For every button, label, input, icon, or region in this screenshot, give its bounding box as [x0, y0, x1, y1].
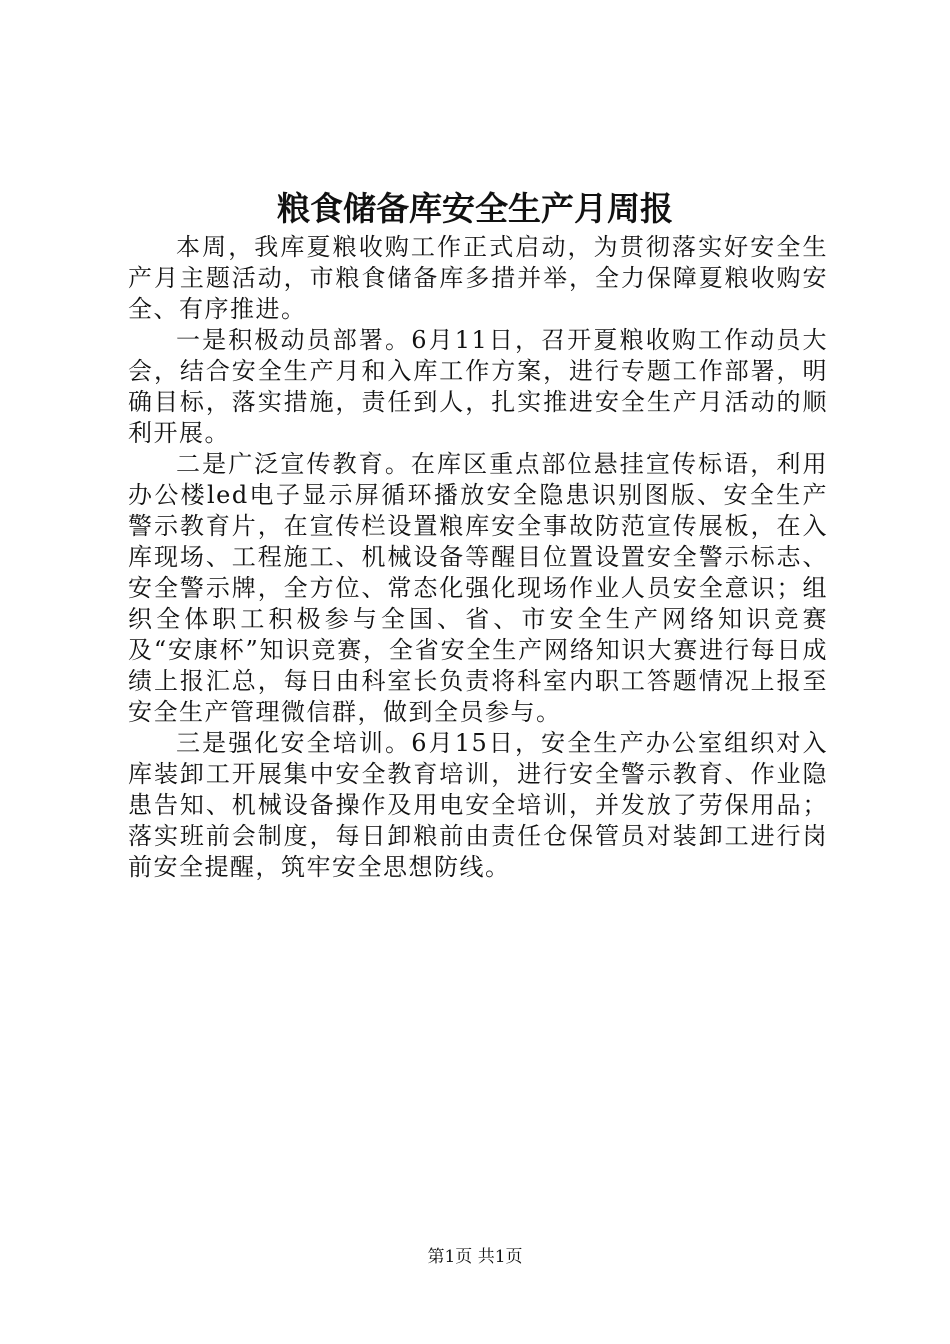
paragraph-intro: 本周，我库夏粮收购工作正式启动，为贯彻落实好安全生产月主题活动，市粮食储备库多措并举，全力保障夏粮收购安全、有序推进。 [128, 233, 828, 323]
paragraph-mobilization: 一是积极动员部署。6月11日，召开夏粮收购工作动员大会，结合安全生产月和入库工作方案，进行专题工作部署，明确目标，落实措施，责任到人，扎实推进安全生产月活动的顺利开展。 [128, 326, 828, 447]
paragraph-training: 三是强化安全培训。6月15日，安全生产办公室组织对入库装卸工开展集中安全教育培训，进行安全警示教育、作业隐患告知、机械设备操作及用电安全培训，并发放了劳保用品；落实班前会制度，每日卸粮前由责任仓保管员对装卸工进行岗前安全提醒，筑牢安全思想防线。 [128, 729, 828, 881]
page-footer: 第1页 共1页 [427, 1247, 523, 1267]
paragraph-publicity: 二是广泛宣传教育。在库区重点部位悬挂宣传标语，利用办公楼led电子显示屏循环播放安全隐患识别图版、安全生产警示教育片，在宣传栏设置粮库安全事故防范宣传展板，在入库现场、工程施工、机械设备等醒目位置设置安全警示标志、安全警示牌，全方位、常态化强化现场作业人员安全意识；组织全体职工积极参与全国、省、市安全生产网络知识竞赛及“安康杯”知识竞赛，全省安全生产网络知识大赛进行每日成绩上报汇总，每日由科室长负责将科室内职工答题情况上报至安全生产管理微信群，做到全员参与。 [128, 450, 828, 726]
document-title: 粮食储备库安全生产月周报 [277, 189, 673, 228]
document-body [128, 232, 828, 883]
